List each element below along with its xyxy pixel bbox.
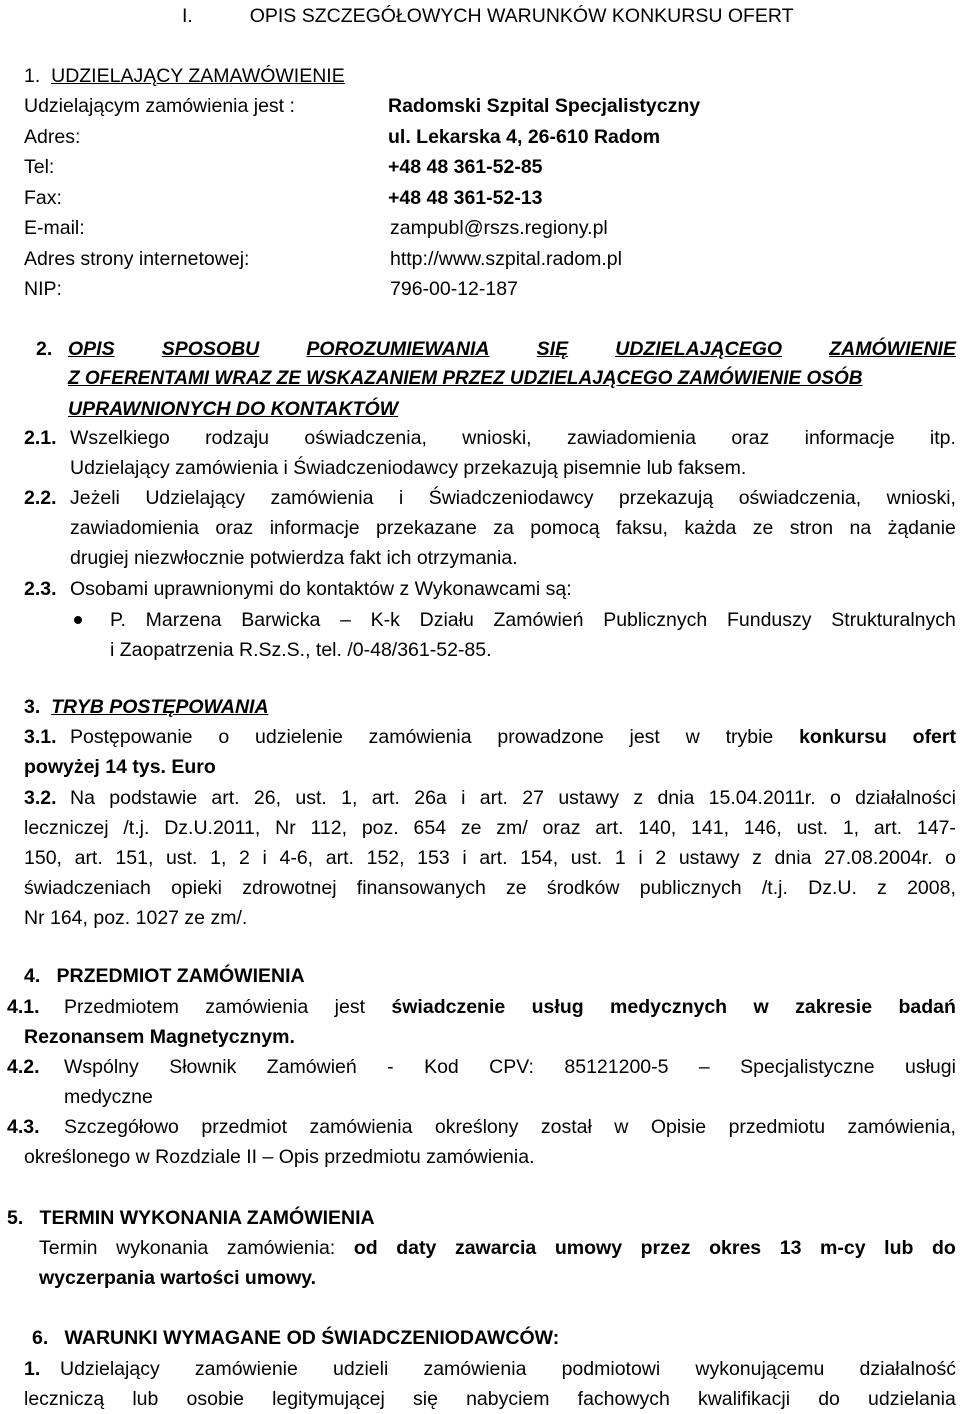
contact-label: E-mail: [24,217,85,239]
contact-value: zampubl@rszs.regiony.pl [390,217,608,239]
word: rodzaju [205,427,270,449]
word: Słownik [169,1056,237,1078]
word: trybie [725,726,774,748]
word: Nr [275,817,296,839]
word: art. [371,787,400,809]
word: art. [325,847,354,869]
word: za [493,517,514,539]
word: Opisie [650,1116,707,1138]
section-2-title-line3: UPRAWNIONYCH DO KONTAKTÓW [68,398,399,420]
contact-label: Fax: [24,186,62,209]
word: 112, [310,817,348,839]
word: badań [898,996,956,1018]
word: przedmiot [201,1116,287,1138]
paragraph-4-1-line2: Rezonansem Magnetycznym. [24,1026,295,1048]
word: 1, [341,787,358,809]
word: podmiotowi [561,1358,661,1380]
word: w [753,996,769,1018]
word: Na [70,787,95,809]
word: 150, [24,847,62,869]
word: udzielania [868,1388,956,1410]
word: wnioski, [462,427,532,449]
word: 13 [779,1237,802,1259]
word: zm/ [496,817,528,839]
word: art. [211,787,240,809]
word: i [398,487,404,509]
word: zawiadomienia [70,517,199,539]
paragraph-2-2-line1 [70,483,956,513]
paragraph-number: 2.1. [24,427,57,449]
section-1-heading: 1. UDZIELAJĄCY ZAMAWÓWIENIE [24,65,345,87]
word: 152, [366,847,405,869]
word: z [633,787,644,809]
word: na [849,517,872,539]
contact-label: Tel: [24,156,55,178]
section-2-number: 2. [36,338,53,360]
paragraph-number: 3.2. [24,787,57,809]
word: przekazane [376,517,477,539]
word: ust. [796,817,828,839]
word: i [262,847,267,869]
word: ust. [295,787,327,809]
word: SIĘ [536,338,569,360]
contact-value: +48 48 361-52-85 [388,156,543,178]
word: art. [595,817,624,839]
word: art. [873,817,903,839]
paragraph-number: 3.1. [24,726,57,748]
word: Przedmiotem [64,996,179,1018]
word: Funduszy [726,609,812,631]
word: świadczeniach [24,877,151,899]
word: świadczenie [391,996,506,1018]
word: 15.04.2011r. [708,787,816,809]
word: – [698,1056,710,1078]
word: SPOSOBU [161,338,260,360]
word: 26, [253,787,282,809]
word: art. [479,847,508,869]
word: 2 [239,847,250,869]
contact-label: Adres strony internetowej: [24,247,250,270]
paragraph-number: 1. [24,1358,41,1380]
word: 153 [417,847,450,869]
word: Publicznych [603,609,708,631]
word: stron [789,517,834,539]
word: Specjalistyczne [740,1056,875,1078]
word: P. [110,609,126,631]
word: Udzielający [60,1358,160,1380]
paragraph-3-2-line3 [24,843,956,873]
word: lub [132,1388,159,1410]
word: zdrowotnej [242,877,337,899]
paragraph-3-2-line5: Nr 164, poz. 1027 ze zm/. [24,907,248,929]
word: 654 [413,817,447,839]
word: Dz.U. [808,877,857,899]
section-3-heading: 3. TRYB POSTĘPOWANIA [24,696,269,718]
word: przekazują [618,487,714,509]
word: zakresie [795,996,873,1018]
word: konkursu [799,726,887,748]
word: się [412,1388,438,1410]
word: itp. [929,427,956,449]
paragraph-2-3-text: Osobami uprawnionymi do kontaktów z Wykonawcami są: [70,578,572,600]
word: Kod [424,1056,459,1078]
word: udzielenie [255,726,343,748]
word: zamówienia [270,487,374,509]
word: oraz [542,817,581,839]
word: 4-6, [279,847,314,869]
word: Wspólny [64,1056,139,1078]
word: przedmiotu [728,1116,826,1138]
paragraph-3-2-line2 [24,813,956,843]
word: leczniczą [24,1388,105,1410]
word: OPIS [68,338,115,360]
word: faksu, [615,517,668,539]
word: ZAMÓWIENIE [829,338,956,360]
word: lub [884,1237,914,1259]
word: do [932,1237,956,1259]
contact-value: 796-00-12-187 [390,278,518,300]
word: ust. [570,847,603,869]
word: 146, [743,817,782,839]
word: wykonującemu [695,1358,825,1380]
word: 1 [614,847,626,869]
contact-person-line2: i Zaopatrzenia R.Sz.S., tel. /0-48/361-52-85. [110,639,492,661]
word: oraz [215,517,254,539]
word: K-k [370,609,400,631]
word: publicznych [639,877,742,899]
paragraph-3-2-line1 [70,783,956,813]
word: fachowych [577,1388,670,1410]
paragraph-2-1-line2: Udzielający zamówienia i Świadczeniodawcy przekazują pisemnie lub faksem. [70,457,747,479]
word: oraz [731,427,770,449]
word: o [829,787,841,809]
word: - [387,1056,394,1078]
word: medycznych [610,996,728,1018]
word: opieki [171,877,223,899]
word: daty [396,1237,437,1259]
word: Zamówień [266,1056,357,1078]
contact-label: NIP: [24,278,62,300]
word: i [462,847,467,869]
word: 2 [655,847,667,869]
word: okres [709,1237,762,1259]
word: prowadzone [497,726,604,748]
word: pomocą [530,517,600,539]
word: o [945,847,956,869]
word: kwalifikacji [697,1388,791,1410]
contact-person-line1 [110,605,956,635]
word: /t.j. [761,877,788,899]
word: CPV: [489,1056,534,1078]
word: jest [629,726,660,748]
word: nabyciem [466,1388,550,1410]
paragraph-4-2-line2: medyczne [64,1086,153,1108]
section-5-line1 [39,1233,956,1263]
bullet-icon [74,616,82,624]
word: o [218,726,230,748]
word: m-cy [820,1237,866,1259]
paragraph-2-2-line3: drugiej niezwłocznie potwierdza fakt ich otrzymania. [70,547,518,569]
word: w [614,1116,629,1138]
word: osobie [186,1388,244,1410]
paragraph-2-1-line1 [70,423,956,453]
word: udzieli [333,1358,389,1380]
word: informacje [804,427,895,449]
word: Zamówień [493,609,584,631]
word: dnia [774,847,812,869]
word: 151, [115,847,154,869]
word: leczniczej [24,817,109,839]
word: żądanie [887,517,956,539]
word: oświadczenia, [304,427,427,449]
word: zamówienia [205,996,309,1018]
word: 140, [638,817,677,839]
word: 154, [520,847,559,869]
word: podstawie [109,787,198,809]
word: Postępowanie [70,726,193,748]
contact-label: Adres: [24,125,81,148]
paragraph-4-1-line1 [64,992,956,1022]
word: zawiadomienia [566,427,696,449]
paragraph-3-2-line4 [24,873,956,903]
paragraph-4-3-line2: określonego w Rozdziale II – Opis przedmiotu zamówienia. [24,1146,535,1168]
word: w [685,726,700,748]
paragraph-number: 4.1. [7,996,40,1018]
word: ustawy [558,787,620,809]
word: z [877,877,887,899]
word: środków [546,877,620,899]
word: Jeżeli [70,487,120,509]
word: 147- [916,817,956,839]
word: został [540,1116,592,1138]
word: ze [460,817,482,839]
contact-value: +48 48 361-52-13 [388,186,543,209]
word: usługi [904,1056,956,1078]
word: 1, [842,817,860,839]
word: poz. [361,817,399,839]
word: 85121200-5 [564,1056,669,1078]
word: UDZIELAJĄCEGO [615,338,783,360]
contact-value: Radomski Szpital Specjalistyczny [388,95,701,117]
word: ofert [912,726,956,748]
word: 2008, [907,877,956,899]
word: umowy [554,1237,623,1259]
word: działalność [859,1358,956,1380]
paragraph-4-3-line1 [64,1112,956,1142]
word: i [638,847,643,869]
word: ze [752,517,774,539]
word: działalności [855,787,956,809]
word: POROZUMIEWANIA [306,338,490,360]
paragraph-number: 4.3. [7,1116,40,1138]
word: zamówienia: [226,1237,336,1259]
word: legitymującej [272,1388,385,1410]
word: wykonania [116,1237,209,1259]
word: Szczegółowo [64,1116,179,1138]
word: wnioski, [886,487,956,509]
paragraph-number: 4.2. [7,1056,40,1078]
word: i [461,787,466,809]
contact-value: ul. Lekarska 4, 26-610 Radom [388,125,661,148]
section-6-point1-line1 [60,1354,956,1384]
word: 26a [414,787,447,809]
word: dnia [657,787,695,809]
word: Udzielający [145,487,246,509]
word: art. [74,847,103,869]
word: ze [506,877,527,899]
section-5-heading: 5. TERMIN WYKONANIA ZAMÓWIENIA [7,1207,375,1229]
word: oświadczenia, [738,487,862,509]
section-4-heading: 4. PRZEDMIOT ZAMÓWIENIA [24,965,305,987]
word: finansowanych [356,877,486,899]
contact-value: http://www.szpital.radom.pl [390,247,622,270]
word: Strukturalnych [831,609,956,631]
word: 27.08.2004r. [824,847,933,869]
word: Marzena [145,609,222,631]
word: 141, [691,817,729,839]
section-heading: I. OPIS SZCZEGÓŁOWYCH WARUNKÓW KONKURSU OFERT [182,5,794,27]
word: zamówienia [309,1116,413,1138]
word: 27 [522,787,544,809]
word: 1, [210,847,227,869]
paragraph-2-2-line2 [70,513,956,543]
paragraph-4-2-line1 [64,1052,956,1082]
word: usług [531,996,584,1018]
word: zamówienia [423,1358,527,1380]
paragraph-number: 2.2. [24,487,57,509]
word: każda [684,517,737,539]
word: zamówienia [368,726,472,748]
word: /t.j. [123,817,150,839]
word: określony [434,1116,519,1138]
word: Termin [39,1237,98,1259]
word: zamówienia, [847,1116,956,1138]
word: Wszelkiego [70,427,170,449]
word: ust. [166,847,198,869]
word: informacje [269,517,360,539]
word: – [340,609,351,631]
word: przez [640,1237,691,1259]
word: do [818,1388,840,1410]
word: od [353,1237,378,1259]
word: zawarcia [454,1237,537,1259]
word: Świadczeniodawcy [428,487,594,509]
contact-label: Udzielającym zamówienia jest : [24,95,295,117]
word: z [752,847,762,869]
section-2-title-line2: Z OFERENTAMI WRAZ ZE WSKAZANIEM PRZEZ UDZIELAJĄCEGO ZAMÓWIENIE OSÓB [68,368,863,389]
word: Dz.U.2011, [164,817,261,839]
section-5-line2: wyczerpania wartości umowy. [39,1267,317,1289]
paragraph-3-1-line1 [70,722,956,752]
word: ustawy [678,847,740,869]
word: Działu [419,609,474,631]
paragraph-number: 2.3. [24,578,57,600]
word: art. [479,787,508,809]
word: jest [334,996,366,1018]
section-2-title-line1 [68,334,956,364]
word: Barwicka [241,609,321,631]
word: zamówienie [194,1358,298,1380]
section-6-heading: 6. WARUNKI WYMAGANE OD ŚWIADCZENIODAWCÓW: [32,1327,560,1349]
paragraph-3-1-line2: powyżej 14 tys. Euro [24,756,216,778]
